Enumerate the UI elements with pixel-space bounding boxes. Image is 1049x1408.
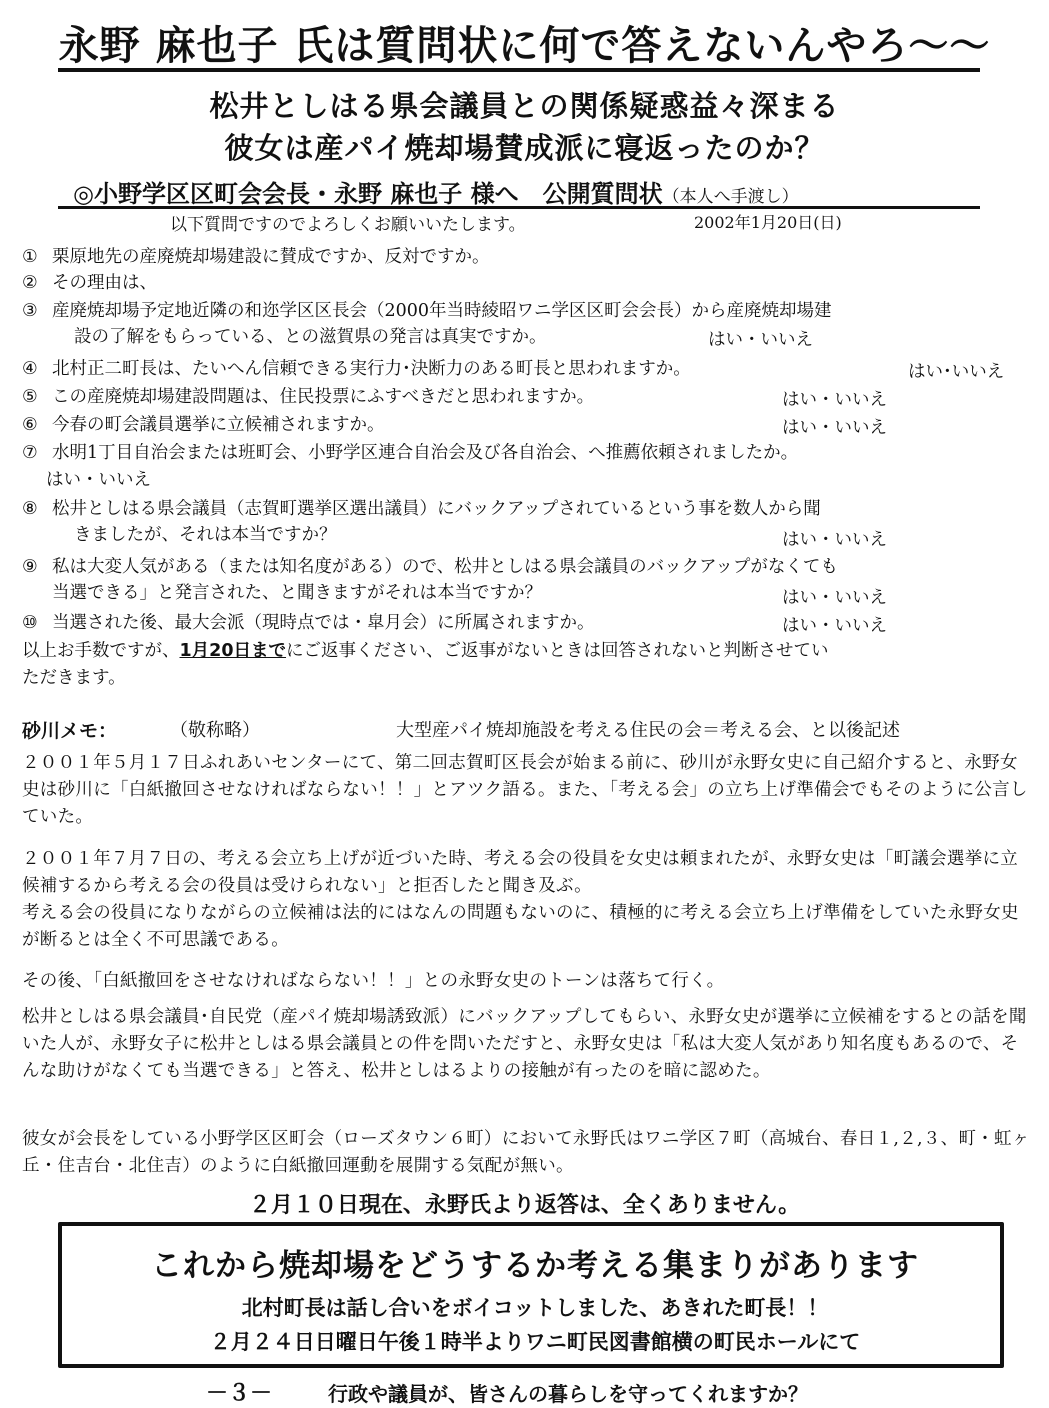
open-letter-note: （本人へ手渡し） [662, 187, 799, 207]
heading-divider [58, 206, 980, 209]
meeting-heading: これから焼却場をどうするか考える集まりがあります [151, 1248, 919, 1284]
question-8-cont: きましたが、それは本当ですか？ [74, 525, 337, 545]
memo-paragraph-5: 松井としはる県会議員･自民党（産パイ焼却場誘致派）にバックアップしてもらい、永野女史が選挙に立候補をするとの話を聞いた人が、永野女子に松井としはる県会議員との件を問いただすと、永野女史は「私は大変人気があり知名度もあるので、そんな助けがなくても当選できる」と答え、松井としはるよりの接触が有ったのを暗に認めた。 [22, 1007, 1027, 1081]
answer-6: はい・いいえ [782, 418, 887, 438]
question-9: ⑨ 私は大変人気がある（または知名度がある）ので、松井としはる県会議員のバックアップがなくても [22, 557, 838, 577]
intro-text: 以下質問ですのでよろしくお願いいたします。 [170, 215, 526, 235]
memo-paragraph-6: 彼女が会長をしている小野学区区町会（ローズタウン６町）において永野氏はワニ学区７町（高城台、春日１,２,３、町・虹ヶ丘・住吉台・北住吉）のように白紙撤回運動を展開する気配が無い。 [22, 1129, 1030, 1176]
memo-heading: 砂川メモ： [22, 720, 118, 742]
reply-status: ２月１０日現在、永野氏より返答は、全くありません。 [248, 1193, 801, 1218]
subtitle-1: 松井としはる県会議員との関係疑惑益々深まる [209, 89, 840, 123]
footer-tagline: 行政や議員が、皆さんの暮らしを守ってくれますか？ [328, 1382, 808, 1406]
question-1: ① 栗原地先の産廃焼却場建設に賛成ですか、反対ですか。 [22, 247, 490, 267]
answer-9: はい・いいえ [782, 588, 887, 608]
answer-8: はい・いいえ [782, 530, 887, 550]
answer-4: はい･いいえ [908, 362, 1005, 382]
question-4: ④ 北村正二町長は、たいへん信頼できる実行力･決断力のある町長と思われますか。 [22, 359, 691, 379]
question-6: ⑥ 今春の町会議員選挙に立候補されますか。 [22, 415, 385, 435]
letter-date: 2002年1月20日(日) [694, 213, 842, 232]
page-number: －３－ [206, 1381, 273, 1406]
meeting-line-2: ２月２４日日曜日午後１時半よりワニ町民図書館横の町民ホールにて [209, 1329, 861, 1354]
answer-3: はい・いいえ [708, 330, 813, 350]
open-letter-heading [73, 174, 799, 209]
question-3-cont: 設の了解をもらっている、との滋賀県の発言は真実ですか。 [74, 327, 547, 347]
question-2: ② その理由は、 [22, 273, 157, 293]
question-7: ⑦ 水明1丁目自治会または班町会、小野学区連合自治会及び各自治会、へ推薦依頼されましたか。 [22, 443, 799, 463]
page-title: 永野 麻也子 氏は質問状に何で答えないんやろ～～ [58, 22, 991, 69]
memo-paragraph-2: ２００１年７月７日の、考える会立ち上げが近づいた時、考える会の役員を女史は頼まれたが、永野女史は「町議会選挙に立候補するから考える会の役員は受けられない」と拒否したと聞き及ぶ。 [22, 849, 1019, 896]
meeting-line-1: 北村町長は話し合いをボイコットしました、あきれた町長！！ [241, 1295, 829, 1320]
answer-10: はい・いいえ [782, 616, 887, 636]
answer-5: はい・いいえ [782, 390, 887, 410]
answer-7: はい・いいえ [46, 470, 151, 490]
question-10: ⑩ 当選された後、最大会派（現時点では・皐月会）に所属されますか。 [22, 613, 595, 633]
memo-paragraph-4: その後、「白紙撤回をさせなければならない！！」との永野女史のトーンは落ちて行く。 [22, 971, 725, 991]
subtitle-2: 彼女は産パイ焼却場賛成派に寝返ったのか？ [224, 131, 825, 165]
memo-heading-note: （敬称略） [170, 720, 260, 741]
question-8: ⑧ 松井としはる県会議員（志賀町選挙区選出議員）にバックアップされているという事を数人から聞 [22, 499, 821, 519]
title-divider [58, 68, 980, 72]
question-3: ③ 産廃焼却場予定地近隣の和迩学区区長会（2000年当時綾昭ワニ学区区町会会長）から産廃焼却場建 [22, 301, 832, 321]
question-9-cont: 当選できる」と発言された、と聞きますがそれは本当ですか？ [52, 583, 542, 603]
memo-abbreviation-note: 大型産パイ焼却施設を考える住民の会＝考える会、と以後記述 [396, 720, 900, 741]
closing-text: 以上お手数ですが、1月20日までにご返事ください、ご返事がないときは回答されないと判断させてい ただきます。 [22, 641, 829, 688]
memo-paragraph-1: ２００１年５月１７日ふれあいセンターにて、第二回志賀町区長会が始まる前に、砂川が永野女史に自己紹介すると、永野女史は砂川に「白紙撤回させなければならない！！」とアツク語る。また、「考える会」の立ち上げ準備会でもそのように公言していた。 [22, 753, 1028, 827]
meeting-announcement-box [58, 1222, 1004, 1368]
question-5: ⑤ この産廃焼却場建設問題は、住民投票にふすべきだと思われますか。 [22, 387, 595, 407]
open-letter-title: ◎小野学区区町会会長・永野 麻也子 様へ 公開質問状 [73, 180, 663, 208]
deadline: 1月20日まで [179, 641, 287, 661]
memo-paragraph-3: 考える会の役員になりながらの立候補は法的にはなんの問題もないのに、積極的に考える会立ち上げ準備をしていた永野女史が断るとは全く不可思議である。 [22, 903, 1019, 950]
